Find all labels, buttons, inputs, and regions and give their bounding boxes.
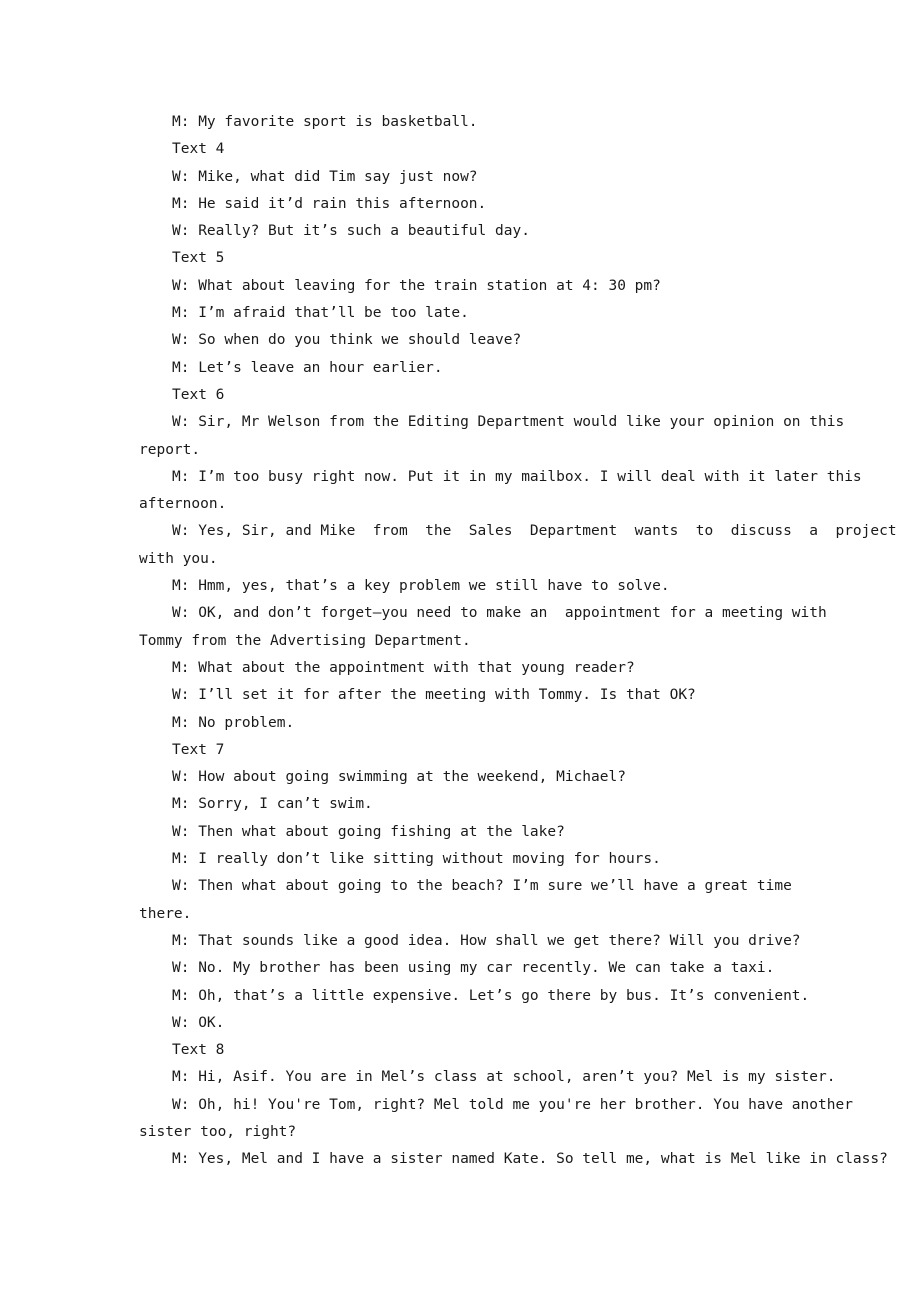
text-line: W: OK.: [172, 1014, 225, 1031]
text-line: W: How about going swimming at the weekend, Michael?: [172, 769, 626, 786]
text-line: W: Oh, hi! You're Tom, right? Mel told me you're her brother. You have another: [172, 1096, 853, 1113]
section-heading: Text 7: [172, 741, 225, 758]
text-line: M: Hi, Asif. You are in Mel’s class at school, aren’t you? Mel is my sister.: [172, 1069, 836, 1086]
text-line-continued: with you.: [139, 550, 218, 567]
text-line: M: I’m afraid that’ll be too late.: [172, 305, 469, 322]
text-line-continued: report.: [139, 441, 201, 458]
text-line: M: Hmm, yes, that’s a key problem we still have to solve.: [172, 578, 670, 595]
text-line: M: I’m too busy right now. Put it in my mailbox. I will deal with it later this: [172, 468, 862, 485]
text-line-continued: there.: [139, 905, 192, 922]
text-line: M: My favorite sport is basketball.: [172, 114, 478, 130]
text-line: W: Really? But it’s such a beautiful day.: [172, 223, 530, 240]
text-line: M: No problem.: [172, 714, 295, 731]
text-line-continued: Tommy from the Advertising Department.: [139, 632, 471, 649]
text-line: M: Sorry, I can’t swim.: [172, 796, 373, 813]
text-line: W: Yes, Sir, and Mike from the Sales Department wants to discuss a project: [172, 523, 897, 540]
text-line: W: OK, and don’t forget—you need to make an appointment for a meeting with: [172, 605, 827, 622]
text-line-continued: afternoon.: [139, 496, 227, 513]
text-line: W: Mike, what did Tim say just now?: [172, 168, 478, 185]
section-heading: Text 6: [172, 386, 225, 403]
section-heading: Text 4: [172, 141, 225, 158]
text-line: M: Yes, Mel and I have a sister named Kate. So tell me, what is Mel like in class?: [172, 1151, 888, 1168]
text-line: W: Then what about going to the beach? I’m sure we’ll have a great time: [172, 878, 792, 895]
text-line-continued: sister too, right?: [139, 1123, 297, 1140]
text-line: W: Then what about going fishing at the lake?: [172, 823, 565, 840]
transcript-body: [139, 109, 897, 1174]
text-line: W: Sir, Mr Welson from the Editing Department would like your opinion on this: [172, 414, 845, 431]
text-line: M: Oh, that’s a little expensive. Let’s go there by bus. It’s convenient.: [172, 987, 810, 1004]
text-line: W: What about leaving for the train station at 4: 30 pm?: [172, 277, 661, 294]
section-heading: Text 8: [172, 1042, 225, 1059]
text-line: M: Let’s leave an hour earlier.: [172, 359, 443, 376]
text-line: M: I really don’t like sitting without moving for hours.: [172, 851, 661, 868]
text-line: W: So when do you think we should leave?: [172, 332, 522, 349]
text-line: M: That sounds like a good idea. How shall we get there? Will you drive?: [172, 932, 801, 949]
text-line: W: I’ll set it for after the meeting with Tommy. Is that OK?: [172, 687, 696, 704]
text-line: M: He said it’d rain this afternoon.: [172, 195, 487, 212]
text-line: M: What about the appointment with that young reader?: [172, 659, 635, 676]
text-line: W: No. My brother has been using my car recently. We can take a taxi.: [172, 960, 775, 977]
section-heading: Text 5: [172, 250, 225, 267]
